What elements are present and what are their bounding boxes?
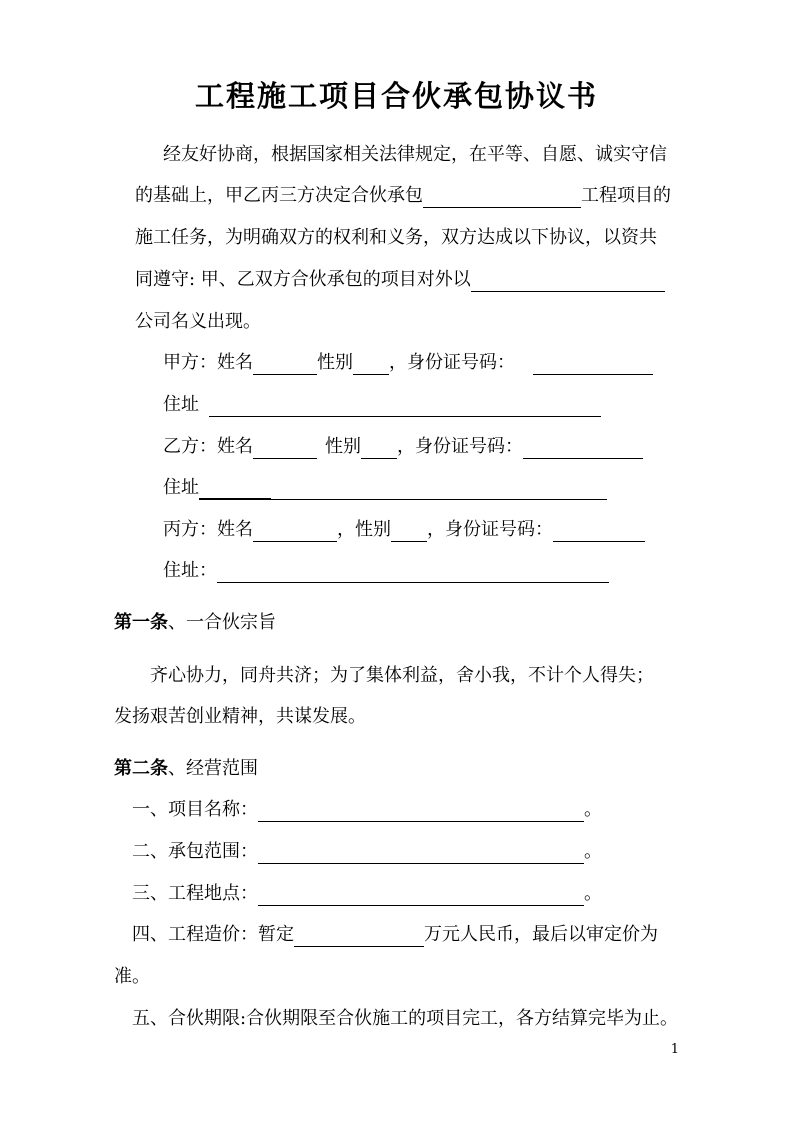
intro-line-4-a: 同遵守: 甲、乙双方合伙承包的项目对外以 — [135, 269, 471, 290]
party-c-gender-label: ，性别 — [337, 519, 391, 540]
party-b-id-label: ，身份证号码： — [397, 436, 523, 457]
item-project-location-label: 三、工程地点： — [132, 883, 258, 904]
item-project-cost-rest: 万元人民币，最后以审定价为 — [424, 924, 658, 945]
item-project-cost-cont: 准。 — [114, 966, 150, 987]
party-a-gender-label: 性别 — [317, 352, 353, 373]
party-a-name-blank[interactable] — [253, 354, 317, 375]
party-c-address-blank[interactable] — [217, 562, 609, 583]
party-c-gender-blank[interactable] — [391, 521, 427, 542]
party-b-name-blank[interactable] — [253, 438, 317, 459]
party-c-address-row — [163, 559, 609, 583]
item-contract-scope — [132, 840, 602, 864]
party-b-address-blank[interactable] — [271, 479, 607, 500]
intro-line-5: 公司名义出现。 — [135, 311, 261, 332]
party-c-id-blank[interactable] — [553, 521, 645, 542]
company-name-blank[interactable] — [471, 271, 665, 292]
project-name-blank[interactable] — [423, 187, 581, 208]
contract-scope-field[interactable] — [258, 843, 584, 864]
party-a-address-blank[interactable] — [209, 396, 601, 417]
party-c-id-label: ，身份证号码： — [427, 519, 553, 540]
project-cost-field[interactable] — [294, 926, 424, 947]
article-2-title: 、经营范围 — [168, 758, 258, 779]
item-project-name — [132, 798, 602, 822]
party-b-name-label: 乙方：姓名 — [163, 436, 253, 457]
article-1-title: 、一合伙宗旨 — [168, 612, 276, 633]
party-a-address-label: 住址 — [163, 394, 199, 415]
article-1-heading — [114, 611, 276, 635]
page-number: 1 — [670, 1042, 679, 1057]
intro-line-1: 经友好协商，根据国家相关法律规定，在平等、自愿、诚实守信 — [163, 144, 667, 165]
article-1-number: 第一条 — [114, 612, 168, 633]
item-contract-scope-end: 。 — [584, 841, 602, 862]
article-2-heading — [114, 757, 258, 781]
article-2-number: 第二条 — [114, 758, 168, 779]
party-c-row — [163, 518, 645, 542]
party-a-row — [163, 351, 653, 375]
party-c-address-label: 住址： — [163, 560, 217, 581]
project-location-field[interactable] — [258, 885, 584, 906]
party-b-gender-label: 性别 — [325, 436, 361, 457]
party-c-name-label: 丙方：姓名 — [163, 519, 253, 540]
party-a-address-row — [163, 393, 601, 417]
item-project-name-label: 一、项目名称： — [132, 799, 258, 820]
party-a-id-label: ，身份证号码： — [389, 352, 515, 373]
item-project-location-end: 。 — [584, 883, 602, 904]
party-b-address-row — [163, 476, 607, 500]
project-name-field[interactable] — [258, 801, 584, 822]
party-b-row — [163, 435, 643, 459]
party-a-gender-blank[interactable] — [353, 354, 389, 375]
intro-line-4 — [135, 268, 665, 292]
article-1-para-2: 发扬艰苦创业精神，共谋发展。 — [114, 706, 366, 727]
intro-line-2 — [135, 184, 671, 208]
document-title: 工程施工项目合伙承包协议书 — [194, 79, 598, 113]
intro-line-3: 施工任务，为明确双方的权利和义务，双方达成以下协议，以资共 — [135, 227, 657, 248]
party-c-name-blank[interactable] — [253, 521, 337, 542]
intro-line-2-b: 工程项目的 — [581, 185, 671, 206]
party-b-gender-blank[interactable] — [361, 438, 397, 459]
item-project-name-end: 。 — [584, 799, 602, 820]
item-project-location — [132, 882, 602, 906]
article-1-para-1: 齐心协力，同舟共济；为了集体利益，舍小我，不计个人得失； — [150, 665, 654, 686]
party-b-address-label: 住址 — [163, 477, 199, 498]
intro-line-2-a: 的基础上，甲乙丙三方决定合伙承包 — [135, 185, 423, 206]
item-project-cost — [132, 923, 658, 947]
item-partnership-term: 五、合伙期限:合伙期限至合伙施工的项目完工，各方结算完毕为止。 — [132, 1008, 679, 1029]
item-project-cost-label: 四、工程造价：暂定 — [132, 924, 294, 945]
item-contract-scope-label: 二、承包范围： — [132, 841, 258, 862]
party-b-id-blank[interactable] — [523, 438, 643, 459]
party-a-name-label: 甲方：姓名 — [163, 352, 253, 373]
party-a-id-blank[interactable] — [533, 354, 653, 375]
party-b-address-blank-short[interactable] — [199, 478, 271, 500]
